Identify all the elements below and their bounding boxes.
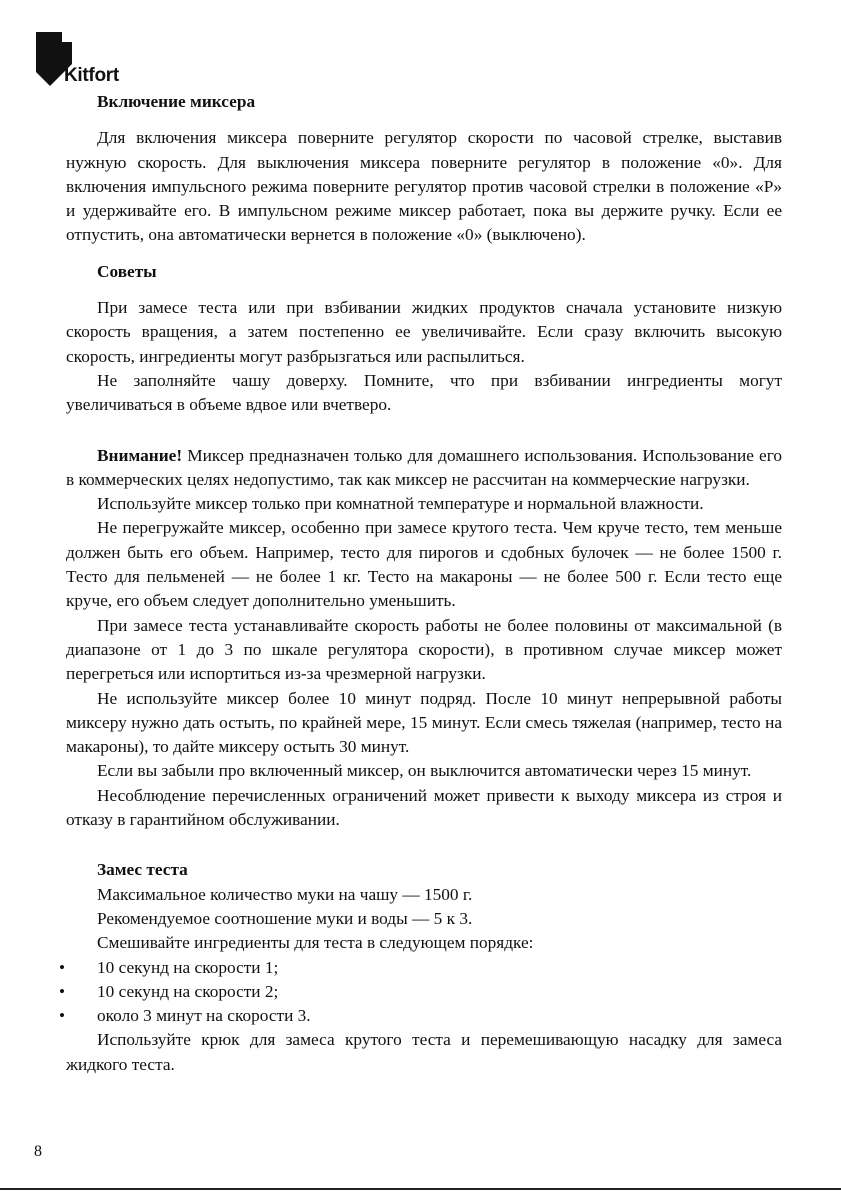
warning-paragraph-1: [66, 444, 782, 493]
turn-on-heading: Включение миксера: [97, 92, 256, 111]
kneading-max-flour: Максимальное количество муки на чашу — 1500 г.: [97, 884, 473, 904]
kneading-heading: Замес теста: [97, 860, 188, 880]
warning-paragraph-6: Если вы забыли про включенный миксер, он выключится автоматически через 15 минут.: [97, 761, 752, 781]
warning-paragraph-1-text: Миксер предназначен только для домашнего использования. Использование его в коммерческих целях недопустимо, так как миксер не рассчитан на коммерческие нагрузки.: [66, 445, 782, 489]
manual-page-content: [59, 90, 782, 1077]
page-bottom-rule: [0, 1188, 841, 1190]
tips-paragraph-2: Не заполняйте чашу доверху. Помните, что при взбивании ингредиенты могут увеличиваться в объеме вдвое или вчетверо.: [66, 370, 782, 415]
bullet-icon: •: [59, 957, 66, 977]
kneading-order-intro: Смешивайте ингредиенты для теста в следующем порядке:: [97, 933, 534, 953]
page-number: 8: [34, 1143, 42, 1160]
list-item-text: около 3 минут на скорости 3.: [97, 1006, 311, 1026]
list-item: [59, 980, 782, 1004]
warning-paragraph-2: Используйте миксер только при комнатной температуре и нормальной влажности.: [97, 494, 704, 514]
list-item: [59, 1004, 782, 1028]
tips-paragraph-1: При замесе теста или при взбивании жидких продуктов сначала установите низкую скорость вращения, а затем постепенно ее увеличивайте. Если сразу включить высокую скорость, ингредиенты могут разбрызгаться или распылиться.: [66, 298, 782, 366]
warning-paragraph-7: Несоблюдение перечисленных ограничений может привести к выходу миксера из строя и отказу в гарантийном обслуживании.: [66, 785, 782, 830]
list-item-text: 10 секунд на скорости 2;: [97, 981, 279, 1001]
brand-name: Kitfort: [64, 65, 119, 86]
bullet-icon: •: [59, 981, 66, 1001]
list-item-text: 10 секунд на скорости 1;: [97, 957, 279, 977]
warning-paragraph-5: Не используйте миксер более 10 минут подряд. После 10 минут непрерывной работы миксеру нужно дать остыть, по крайней мере, 15 минут. Если смесь тяжелая (например, тесто на макароны), то дайте миксеру остыть 30 минут.: [66, 688, 782, 757]
kneading-steps-list: [59, 956, 782, 1029]
warning-label: Внимание!: [97, 445, 183, 465]
warning-paragraph-4: При замесе теста устанавливайте скорость работы не более половины от максимальной (в диапазоне от 1 до 3 по шкале регулятора скорости), в противном случае миксер может перегреться или испортиться из-за чрезмерной нагрузки.: [66, 615, 782, 684]
list-item: [59, 956, 782, 980]
turn-on-paragraph: Для включения миксера поверните регулятор скорости по часовой стрелке, выставив нужную скорость. Для выключения миксера поверните регулятор в положение «0». Для включения импульсного режима поверните регулятор против часовой стрелки в положение «P» и удерживайте его. В импульсном режиме миксер работает, пока вы держите ручку. Если ее отпустить, она автоматически вернется в положение «0» (выключено).: [66, 128, 782, 245]
bullet-icon: •: [59, 1006, 66, 1026]
kneading-ratio: Рекомендуемое соотношение муки и воды — 5 к 3.: [97, 908, 473, 928]
kneading-closing: Используйте крюк для замеса крутого теста и перемешивающую насадку для замеса жидкого теста.: [66, 1030, 782, 1074]
warning-paragraph-3: Не перегружайте миксер, особенно при замесе крутого теста. Чем круче тесто, тем меньше должен быть его объем. Например, тесто для пирогов и сдобных булочек — не более 1500 г. Тесто для пельменей — не более 1 кг. Тесто на макароны — не более 500 г. Если тесто еще круче, его объем следует дополнительно уменьшить.: [66, 518, 782, 611]
kitfort-logo: [34, 32, 144, 90]
tips-heading: Советы: [97, 261, 157, 281]
